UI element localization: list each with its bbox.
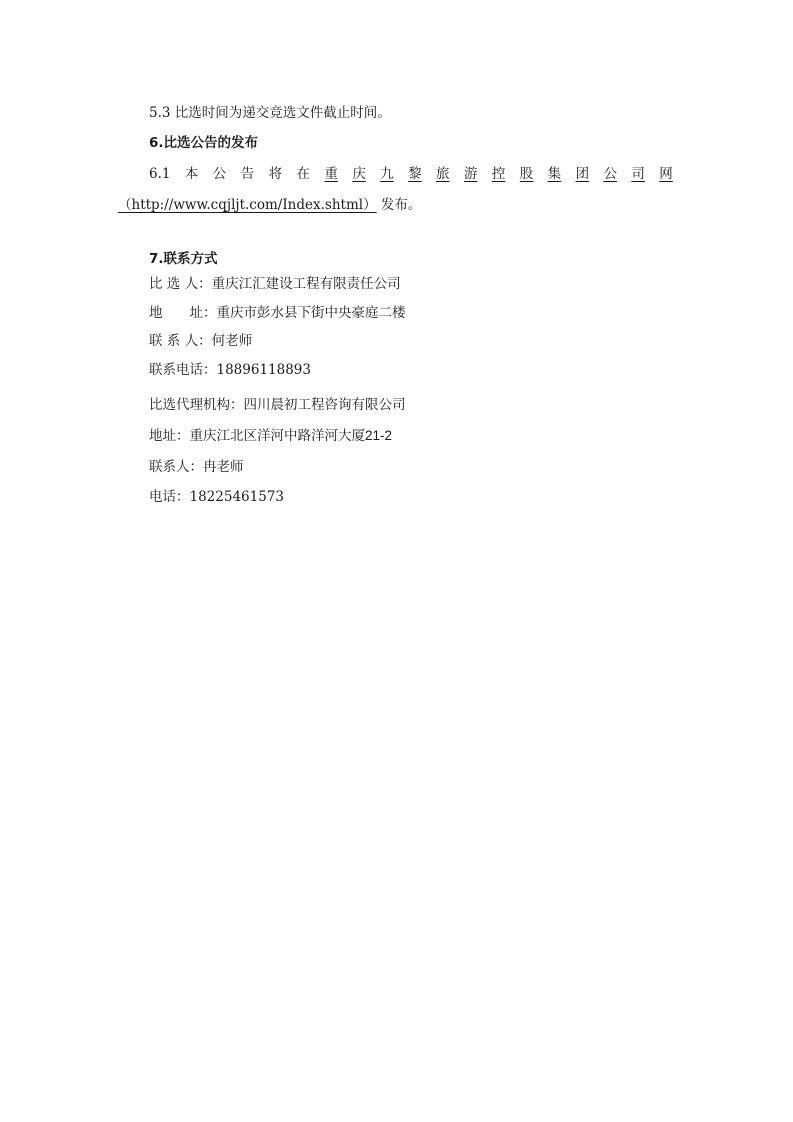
site-name-char[interactable]: 集 — [547, 166, 562, 182]
website-link[interactable]: （http://www.cqjljt.com/Index.shtml） — [118, 197, 377, 213]
agency-address-label: 地址： — [149, 428, 190, 444]
site-name-char[interactable]: 司 — [631, 166, 645, 182]
site-name-char[interactable]: 团 — [575, 166, 590, 182]
section-7-heading: 7.联系方式 — [149, 251, 218, 267]
item-5-3: 5.3 比选时间为递交竞选文件截止时间。 — [149, 105, 391, 121]
item-6-1-char: 将 — [268, 166, 283, 182]
contact-value: 18896118893 — [216, 362, 311, 378]
contact-label: 比 选 人： — [149, 276, 212, 292]
agency-phone-row — [149, 488, 284, 506]
agency-address-suffix: 21-2 — [365, 428, 393, 443]
contact-value: 重庆江汇建设工程有限责任公司 — [211, 276, 401, 292]
site-name-char[interactable]: 黎 — [408, 166, 422, 182]
contact-label: 联 系 人： — [149, 333, 212, 349]
site-name-char[interactable]: 控 — [491, 166, 506, 182]
contact-value: 重庆市彭水县下街中央豪庭二楼 — [216, 305, 406, 321]
item-6-1-char: 公 — [212, 166, 227, 182]
item-6-1-char: 告 — [240, 166, 255, 182]
site-name-char[interactable]: 重 — [324, 166, 338, 182]
agency-address-row — [149, 427, 392, 445]
site-name-char[interactable]: 网 — [659, 166, 673, 182]
item-6-1-char: 在 — [296, 166, 311, 182]
contact-label: 联系电话： — [149, 362, 217, 378]
site-name-char[interactable]: 庆 — [352, 166, 366, 182]
contact-row-address — [149, 304, 406, 322]
agency-contact-value: 冉老师 — [203, 459, 244, 475]
contact-value: 何老师 — [211, 333, 253, 349]
publish-suffix: 发布。 — [380, 197, 422, 213]
section-6-heading: 6.比选公告的发布 — [149, 135, 259, 151]
item-6-1-line — [149, 165, 673, 183]
contact-label: 地 址： — [149, 305, 217, 321]
agency-name-row — [149, 396, 406, 414]
site-name-char[interactable]: 游 — [463, 166, 478, 182]
site-name-char[interactable]: 旅 — [436, 166, 450, 182]
item-6-1-url-line — [118, 196, 421, 214]
agency-name-label: 比选代理机构： — [149, 397, 244, 413]
agency-phone-value: 18225461573 — [189, 489, 284, 505]
contact-row-person — [149, 332, 252, 350]
agency-address-value: 重庆江北区洋河中路洋河大厦 — [189, 428, 365, 444]
site-name-char[interactable]: 九 — [380, 166, 394, 182]
site-name-char[interactable]: 公 — [603, 166, 617, 182]
contact-row-owner — [149, 275, 401, 293]
agency-phone-label: 电话： — [149, 489, 190, 505]
site-name-char[interactable]: 股 — [519, 166, 534, 182]
agency-name-value: 四川晨初工程咨询有限公司 — [243, 397, 406, 413]
item-6-1-number: 6.1 — [149, 166, 171, 182]
contact-row-phone — [149, 361, 311, 379]
item-6-1-char: 本 — [184, 166, 199, 182]
agency-contact-row — [149, 458, 244, 476]
agency-contact-label: 联系人： — [149, 459, 203, 475]
